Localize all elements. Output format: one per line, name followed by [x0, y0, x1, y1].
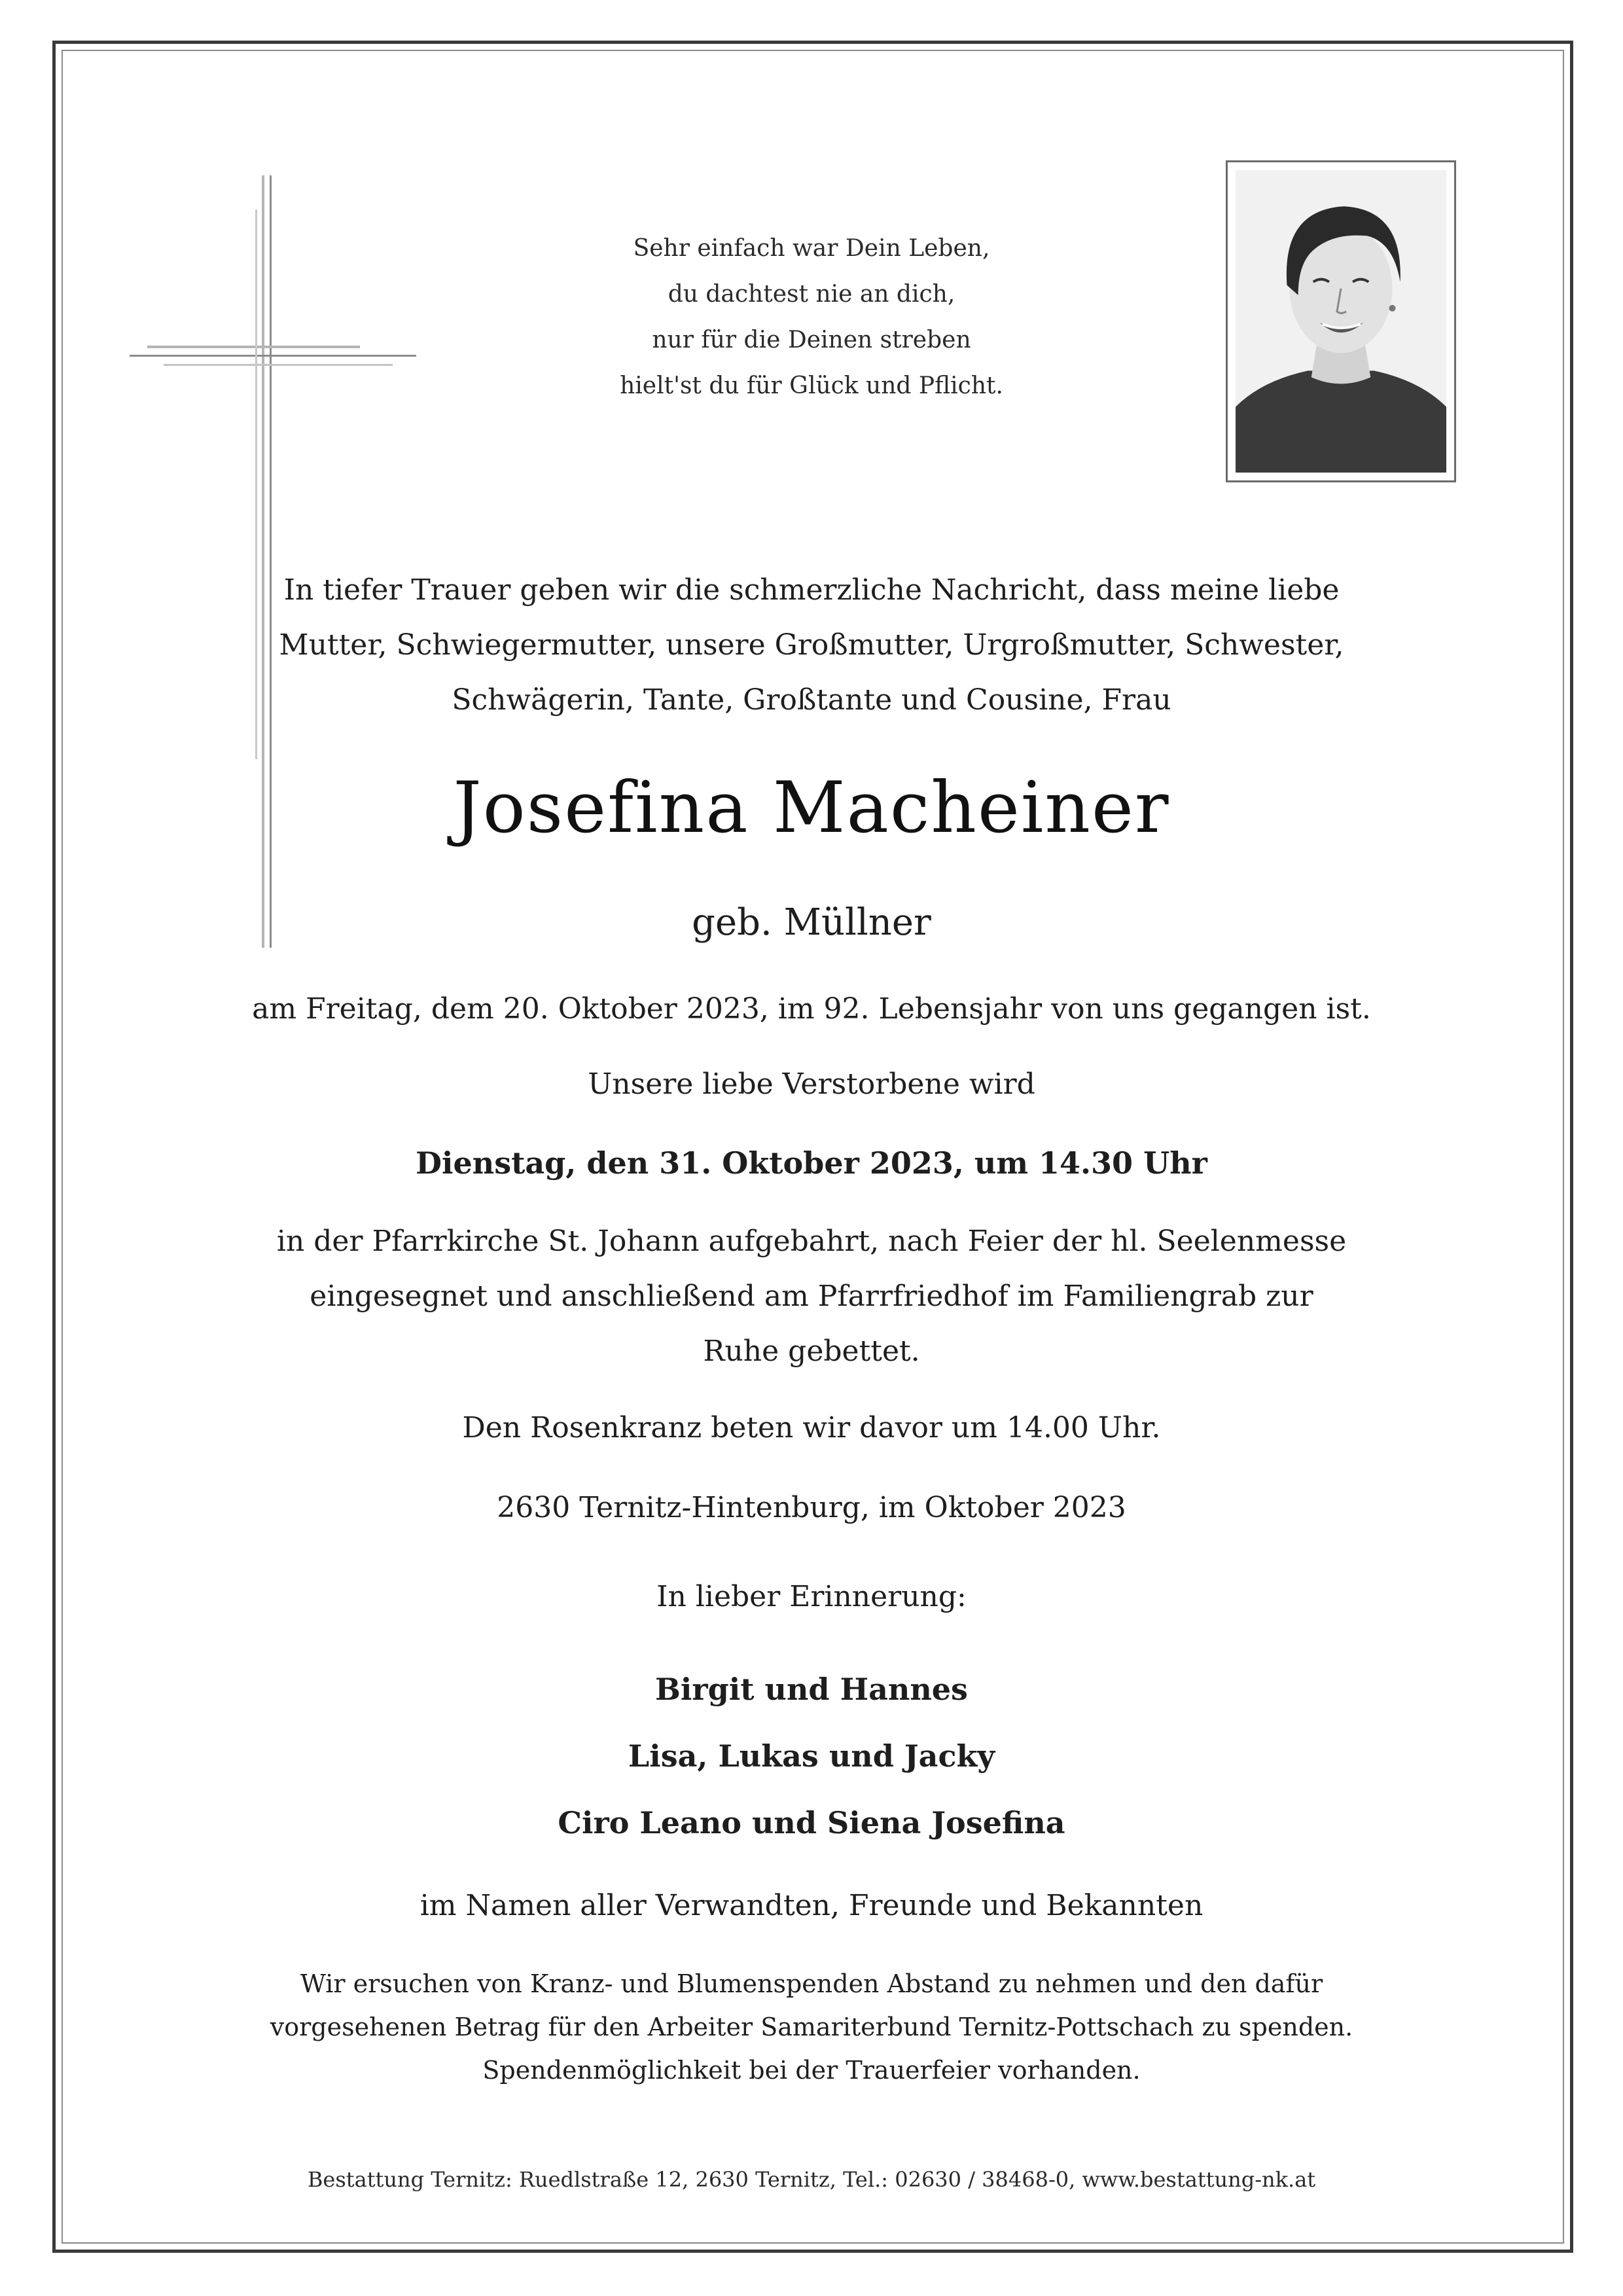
behalf-line: im Namen aller Verwandten, Freunde und Bekannten	[419, 1889, 1204, 1922]
poem-line: Sehr einfach war Dein Leben,	[633, 235, 990, 262]
intro-line: Schwägerin, Tante, Großtante und Cousine, Frau	[452, 683, 1171, 717]
mourner-line: Birgit und Hannes	[655, 1672, 968, 1707]
service-intro: Unsere liebe Verstorbene wird	[588, 1067, 1035, 1101]
service-detail-line: in der Pfarrkirche St. Johann aufgebahrt, nach Feier der hl. Seelenmesse	[276, 1225, 1347, 1258]
intro-line: Mutter, Schwiegermutter, unsere Großmutter, Urgroßmutter, Schwester,	[279, 628, 1344, 662]
funeral-home-footer: Bestattung Ternitz: Ruedlstraße 12, 2630 Ternitz, Tel.: 02630 / 38468-0, www.bestattung-nk.at	[307, 2167, 1316, 2192]
memory-heading: In lieber Erinnerung:	[656, 1580, 967, 1613]
service-details	[0, 1214, 1623, 1379]
service-detail-line: Ruhe gebettet.	[703, 1335, 920, 1368]
donation-line: vorgesehenen Betrag für den Arbeiter Samariterbund Ternitz-Pottschach zu spenden.	[270, 2013, 1353, 2041]
portrait-photo	[1226, 160, 1456, 482]
donation-note	[0, 1962, 1623, 2092]
mourner-line: Ciro Leano und Siena Josefina	[558, 1805, 1065, 1840]
death-line: am Freitag, dem 20. Oktober 2023, im 92. Lebensjahr von uns gegangen ist.	[252, 992, 1371, 1026]
poem	[576, 226, 1047, 409]
service-detail-line: eingesegnet und anschließend am Pfarrfriedhof im Familiengrab zur	[310, 1280, 1313, 1313]
donation-line: Spendenmöglichkeit bei der Trauerfeier vorhanden.	[482, 2056, 1141, 2085]
maiden-name: geb. Müllner	[692, 901, 931, 944]
mourner-line: Lisa, Lukas und Jacky	[628, 1738, 995, 1774]
announcement-intro	[0, 563, 1623, 728]
intro-line: In tiefer Trauer geben wir die schmerzliche Nachricht, dass meine liebe	[283, 573, 1340, 607]
donation-line: Wir ersuchen von Kranz- und Blumenspenden Abstand zu nehmen und den dafür	[300, 1969, 1323, 1998]
mourners-list	[0, 1656, 1623, 1856]
poem-line: nur für die Deinen streben	[652, 327, 971, 353]
poem-line: du dachtest nie an dich,	[668, 281, 955, 308]
rosary-line: Den Rosenkranz beten wir davor um 14.00 Uhr.	[462, 1411, 1161, 1444]
deceased-name: Josefina Macheiner	[453, 767, 1170, 849]
place-date: 2630 Ternitz-Hintenburg, im Oktober 2023	[497, 1491, 1126, 1524]
portrait-image	[1236, 170, 1446, 473]
service-date: Dienstag, den 31. Oktober 2023, um 14.30 Uhr	[416, 1145, 1207, 1181]
poem-line: hielt'st du für Glück und Pflicht.	[620, 372, 1003, 399]
